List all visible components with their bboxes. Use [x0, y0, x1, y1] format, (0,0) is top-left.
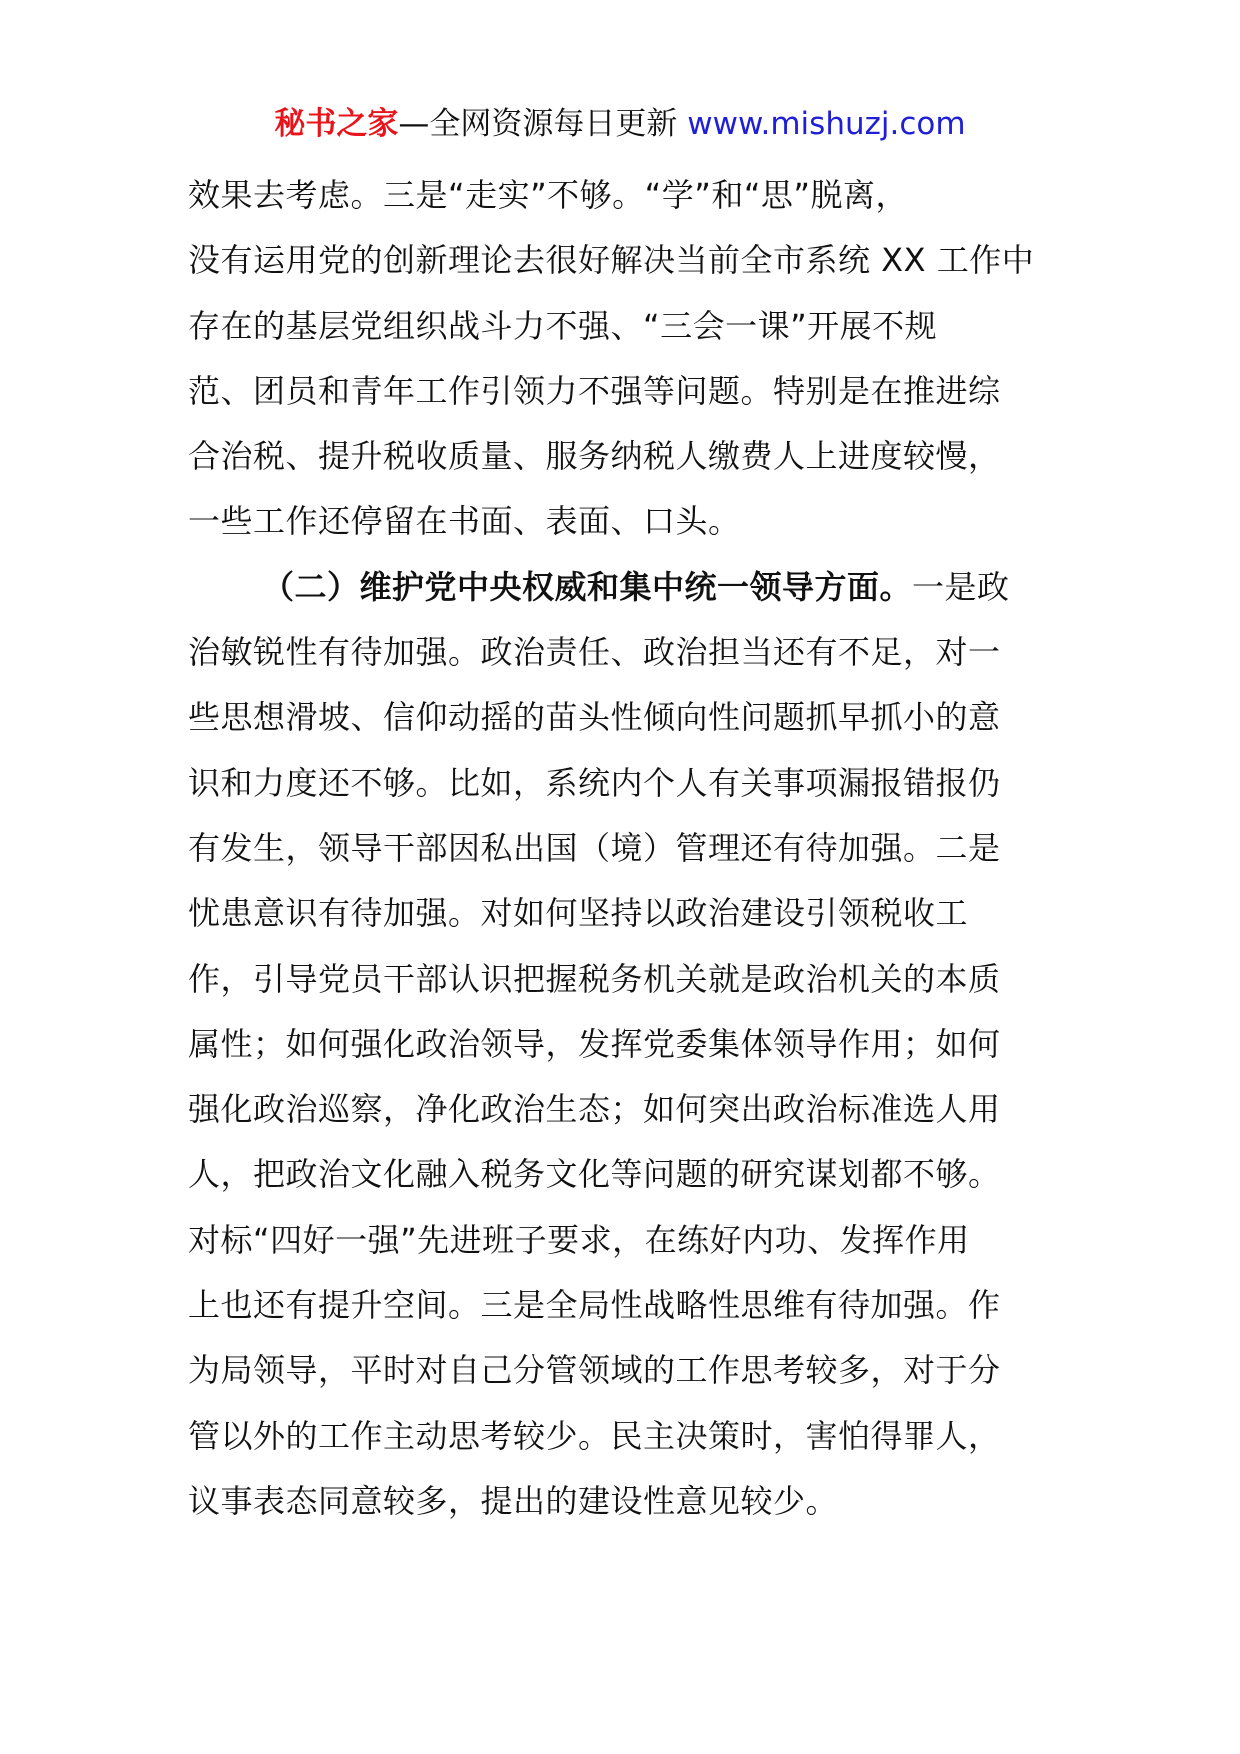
text-line: 范、团员和青年工作引领力不强等问题。特别是在推进综 — [188, 371, 1001, 410]
text-line: 人，把政治文化融入税务文化等问题的研究谋划都不够。 — [188, 1155, 1001, 1194]
section-heading-line — [188, 555, 1068, 620]
site-url-link[interactable]: www.mishuzj.com — [687, 106, 966, 142]
text-line: 合治税、提升税收质量、服务纳税人缴费人上进度较慢， — [188, 437, 1001, 476]
site-brand: 秘书之家 — [274, 106, 399, 142]
text-line: 管以外的工作主动思考较少。民主决策时，害怕得罪人， — [188, 1416, 1001, 1455]
text-line: 属性；如何强化政治领导，发挥党委集体领导作用；如何 — [188, 1024, 1001, 1063]
text-line: 识和力度还不够。比如，系统内个人有关事项漏报错报仍 — [188, 763, 1001, 802]
text-line: 些思想滑坡、信仰动摇的苗头性倾向性问题抓早抓小的意 — [188, 698, 1001, 737]
text-line: 议事表态同意较多，提出的建设性意见较少。 — [188, 1481, 839, 1520]
text-line: 一些工作还停留在书面、表面、口头。 — [188, 502, 741, 541]
section-heading: （二）维护党中央权威和集中统一领导方面。 — [262, 567, 913, 606]
watermark-header — [0, 102, 1240, 146]
text-line: 作，引导党员干部认识把握税务机关就是政治机关的本质 — [188, 959, 1001, 998]
text-line: 上也还有提升空间。三是全局性战略性思维有待加强。作 — [188, 1286, 1001, 1325]
text-line: 对标“四好一强”先进班子要求，在练好内功、发挥作用 — [188, 1220, 970, 1259]
site-tagline: —全网资源每日更新 — [398, 106, 678, 142]
document-body — [188, 163, 1068, 1534]
text-line: 效果去考虑。三是“走实”不够。“学”和“思”脱离， — [188, 176, 908, 214]
text-line: 为局领导，平时对自己分管领域的工作思考较多，对于分 — [188, 1351, 1001, 1390]
text-line: 忧患意识有待加强。对如何坚持以政治建设引领税收工 — [188, 894, 969, 933]
text-line: 没有运用党的创新理论去很好解决当前全市系统 XX 工作中 — [188, 241, 1035, 280]
text-line: 有发生，领导干部因私出国（境）管理还有待加强。二是 — [188, 828, 1001, 867]
section-heading-rest: 一是政 — [912, 567, 1010, 606]
text-line: 强化政治巡察，净化政治生态；如何突出政治标准选人用 — [188, 1090, 1001, 1129]
text-line: 治敏锐性有待加强。政治责任、政治担当还有不足，对一 — [188, 633, 1001, 672]
text-line: 存在的基层党组织战斗力不强、“三会一课”开展不规 — [188, 306, 938, 345]
